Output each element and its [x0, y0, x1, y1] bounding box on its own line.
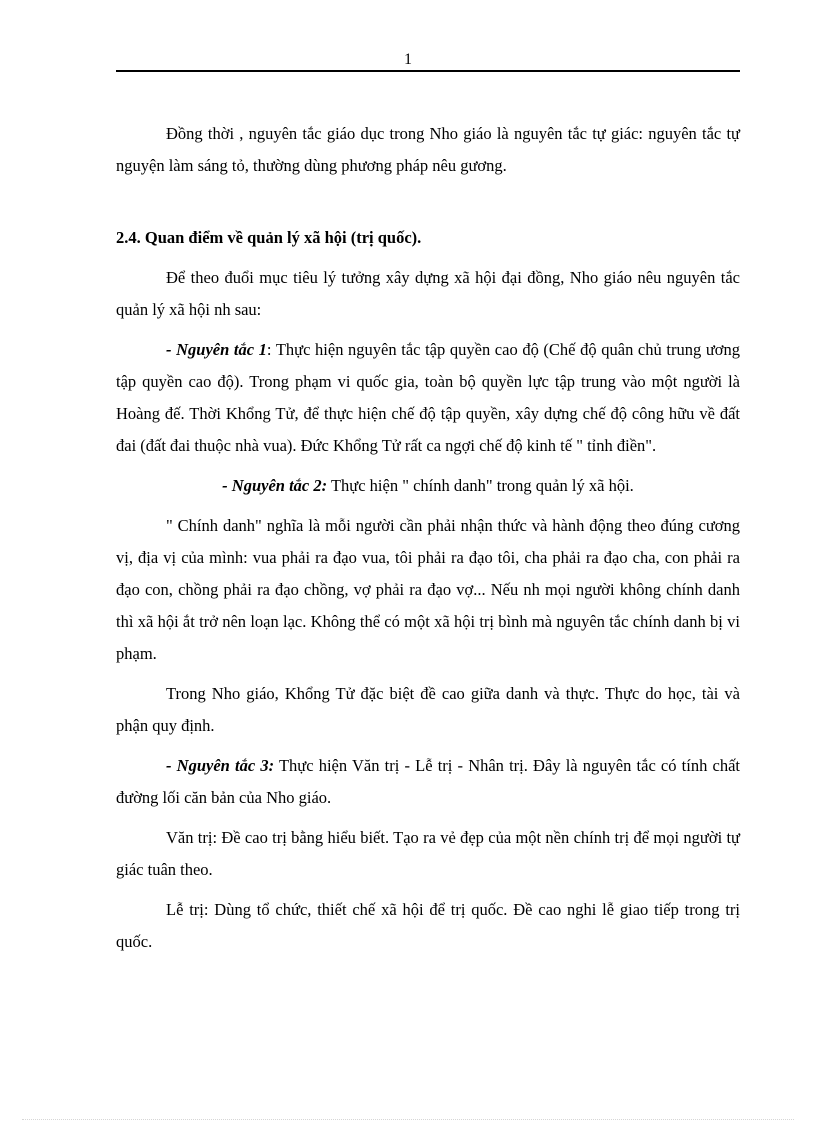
principle-2-lead: - Nguyên tắc 2: — [222, 476, 328, 495]
principle-3-lead: - Nguyên tắc 3: — [166, 756, 275, 775]
principle-1-text: : Thực hiện nguyên tắc tập quyền cao độ (Chế độ quân chủ trung ương tập quyền cao độ). Trong phạm vi quốc gia, toàn bộ quyền lực tập trung vào một người là Hoàng đế. Thời Khổng Tử, để thực hiện chế độ tập quyền, xây dựng chế độ công hữu về đất đai (đất đai thuộc nhà vua). Đức Khổng Tử rất ca ngợi chế độ kinh tế " tỉnh điền". — [116, 340, 740, 455]
paragraph-danh-thuc: Trong Nho giáo, Khổng Tử đặc biệt đề cao giữa danh và thực. Thực do học, tài và phận quy định. — [116, 684, 740, 735]
principle-3-text: Thực hiện Văn trị - Lễ trị - Nhân trị. Đây là nguyên tắc có tính chất đường lối căn bản của Nho giáo. — [116, 756, 740, 807]
paragraph-1: Đồng thời , nguyên tắc giáo dục trong Nho giáo là nguyên tắc tự giác: nguyên tắc tự nguyện làm sáng tỏ, thường dùng phương pháp nêu gương. — [116, 124, 740, 175]
principle-1-lead: - Nguyên tắc 1 — [166, 340, 267, 359]
document-body — [116, 118, 740, 958]
section-heading: 2.4. Quan điểm về quản lý xã hội (trị quốc). — [116, 228, 422, 247]
paragraph-principle-2 — [116, 470, 740, 502]
paragraph-2: Để theo đuổi mục tiêu lý tưởng xây dựng xã hội đại đồng, Nho giáo nêu nguyên tắc quản lý xã hội nh sau: — [116, 268, 740, 319]
page-number: 1 — [404, 51, 412, 68]
paragraph-chinh-danh: " Chính danh" nghĩa là mỗi người cần phải nhận thức và hành động theo đúng cương vị, địa vị của mình: vua phải ra đạo vua, tôi phải ra đạo tôi, cha phải ra đạo cha, con phải ra đạo con, chồng phải ra đạo chồng, vợ phải ra đạo vợ... Nếu nh mọi người không chính danh thì xã hội ắt trở nên loạn lạc. Không thể có một xã hội trị bình mà nguyên tắc chính danh bị vi phạm. — [116, 516, 740, 663]
paragraph-principle-1 — [116, 334, 740, 462]
paragraph-principle-3 — [116, 750, 740, 814]
paragraph-le-tri: Lễ trị: Dùng tổ chức, thiết chế xã hội để trị quốc. Đề cao nghi lễ giao tiếp trong trị quốc. — [116, 900, 740, 951]
principle-2-text: Thực hiện " chính danh" trong quản lý xã hội. — [327, 476, 634, 495]
paragraph-van-tri: Văn trị: Đề cao trị bằng hiểu biết. Tạo ra vẻ đẹp của một nền chính trị để mọi người tự giác tuân theo. — [116, 828, 740, 879]
footer-rule — [22, 1119, 794, 1120]
header-rule — [116, 70, 740, 72]
